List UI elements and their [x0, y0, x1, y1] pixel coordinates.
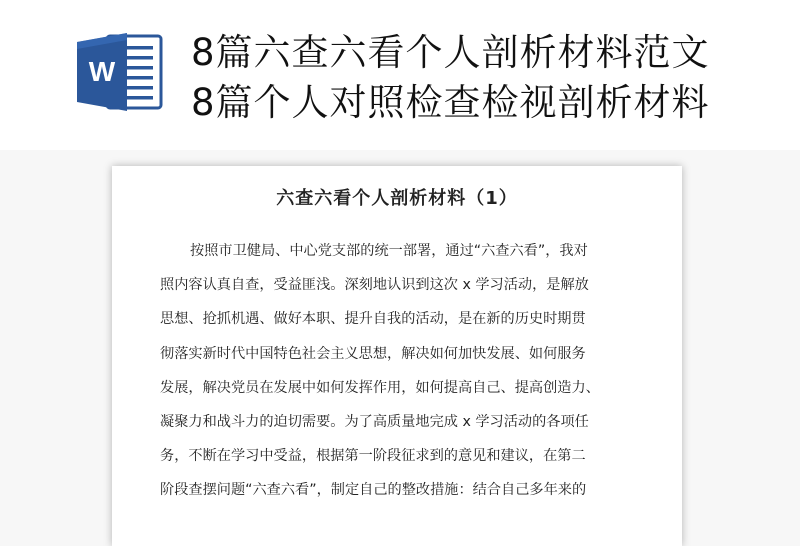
title-line-1: 8篇六查六看个人剖析材料范文 [191, 31, 710, 74]
document-line: 务，不断在学习中受益，根据第一阶段征求到的意见和建议，在第二 [160, 448, 586, 465]
document-line: 按照市卫健局、中心党支部的统一部署，通过“六查六看”，我对 [190, 243, 588, 259]
banner [0, 0, 800, 150]
document-line: 发展，解决党员在发展中如何发挥作用，如何提高自己、提高创造力、 [160, 379, 600, 396]
document-line: 阶段查摆问题“六查六看”，制定自己的整改措施：结合自己多年来的 [160, 482, 587, 499]
title-line-2: 8篇个人对照检查检视剖析材料 [191, 81, 710, 124]
word-logo-letter: W [88, 56, 116, 87]
word-document-icon [75, 30, 165, 114]
document-line: 思想、抢抓机遇、做好本职、提升自我的活动，是在新的历史时期贯 [160, 311, 586, 328]
document-line: 照内容认真自查，受益匪浅。深刻地认识到这次 x 学习活动，是解放 [160, 277, 589, 294]
document-line: 凝聚力和战斗力的迫切需要。为了高质量地完成 x 学习活动的各项任 [160, 414, 589, 431]
page-title [191, 28, 791, 128]
document-heading: 六查六看个人剖析材料（1） [276, 188, 518, 209]
document-line: 彻落实新时代中国特色社会主义思想，解决如何加快发展、如何服务 [160, 345, 586, 362]
document-page-preview [112, 166, 682, 546]
document-body [160, 234, 636, 508]
